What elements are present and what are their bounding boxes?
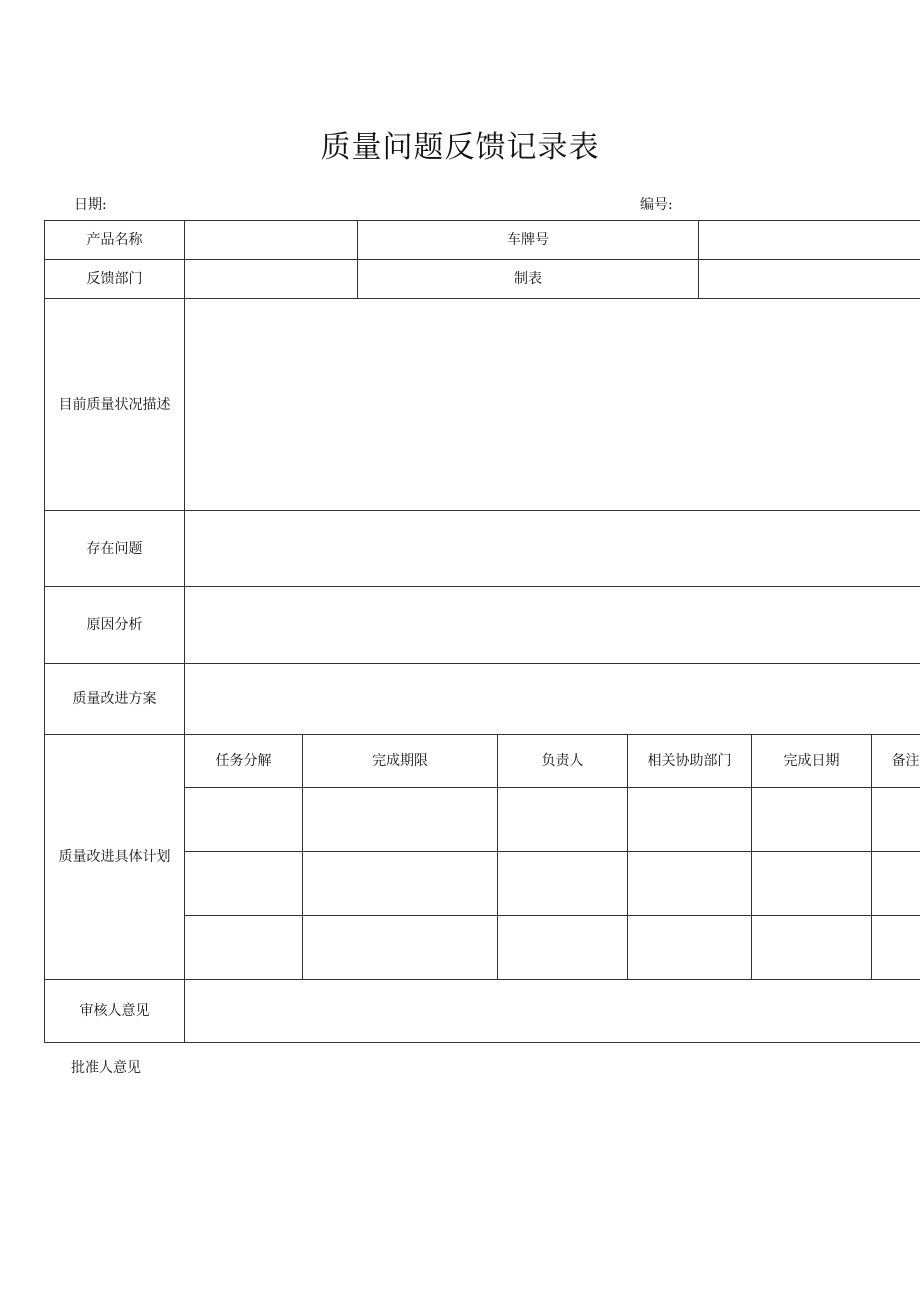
quality-description-field[interactable]	[185, 299, 920, 511]
improvement-plan-label: 质量改进方案	[45, 664, 185, 735]
form-row-improvement	[45, 664, 920, 735]
feedback-dept-label: 反馈部门	[45, 260, 185, 299]
plate-number-label: 车牌号	[358, 221, 699, 260]
plan-header-deadline: 完成期限	[303, 735, 498, 788]
plan-cell-completion-date[interactable]	[752, 916, 872, 980]
plan-header-completion-date: 完成日期	[752, 735, 872, 788]
form-row-reviewer	[45, 980, 920, 1043]
form-row-department	[45, 260, 920, 299]
plan-cell-deadline[interactable]	[303, 852, 498, 916]
plan-header-assist-dept: 相关协助部门	[628, 735, 752, 788]
plan-cell-deadline[interactable]	[303, 788, 498, 852]
form-row-product	[45, 221, 920, 260]
plan-cell-remarks[interactable]	[872, 916, 920, 980]
approver-opinion-label: 批准人意见	[71, 1060, 141, 1076]
existing-issues-label: 存在问题	[45, 511, 185, 587]
plan-cell-assist-dept[interactable]	[628, 788, 752, 852]
page-title: 质量问题反馈记录表	[320, 130, 600, 165]
existing-issues-field[interactable]	[185, 511, 920, 587]
product-name-label: 产品名称	[45, 221, 185, 260]
plan-cell-deadline[interactable]	[303, 916, 498, 980]
cause-analysis-field[interactable]	[185, 587, 920, 664]
reviewer-opinion-label: 审核人意见	[45, 980, 185, 1043]
plate-number-field[interactable]	[699, 221, 920, 260]
plan-header-row	[45, 735, 920, 788]
date-label: 日期:	[74, 197, 107, 213]
quality-description-label: 目前质量状况描述	[45, 299, 185, 511]
plan-cell-task[interactable]	[185, 788, 303, 852]
form-row-cause	[45, 587, 920, 664]
prepared-by-field[interactable]	[699, 260, 920, 299]
plan-cell-assist-dept[interactable]	[628, 852, 752, 916]
plan-cell-owner[interactable]	[498, 788, 628, 852]
product-name-field[interactable]	[185, 221, 358, 260]
number-label: 编号:	[640, 197, 673, 213]
form-row-issues	[45, 511, 920, 587]
plan-header-owner: 负责人	[498, 735, 628, 788]
plan-cell-assist-dept[interactable]	[628, 916, 752, 980]
form-row-description	[45, 299, 920, 511]
plan-header-task: 任务分解	[185, 735, 303, 788]
plan-cell-owner[interactable]	[498, 916, 628, 980]
plan-cell-remarks[interactable]	[872, 852, 920, 916]
feedback-form-table	[44, 220, 920, 1043]
plan-cell-task[interactable]	[185, 852, 303, 916]
feedback-dept-field[interactable]	[185, 260, 358, 299]
plan-header-remarks: 备注	[872, 735, 920, 788]
cause-analysis-label: 原因分析	[45, 587, 185, 664]
improvement-plan-field[interactable]	[185, 664, 920, 735]
prepared-by-label: 制表	[358, 260, 699, 299]
plan-cell-remarks[interactable]	[872, 788, 920, 852]
plan-cell-completion-date[interactable]	[752, 788, 872, 852]
plan-cell-task[interactable]	[185, 916, 303, 980]
plan-cell-owner[interactable]	[498, 852, 628, 916]
plan-cell-completion-date[interactable]	[752, 852, 872, 916]
detailed-plan-label: 质量改进具体计划	[45, 735, 185, 980]
reviewer-opinion-field[interactable]	[185, 980, 920, 1043]
